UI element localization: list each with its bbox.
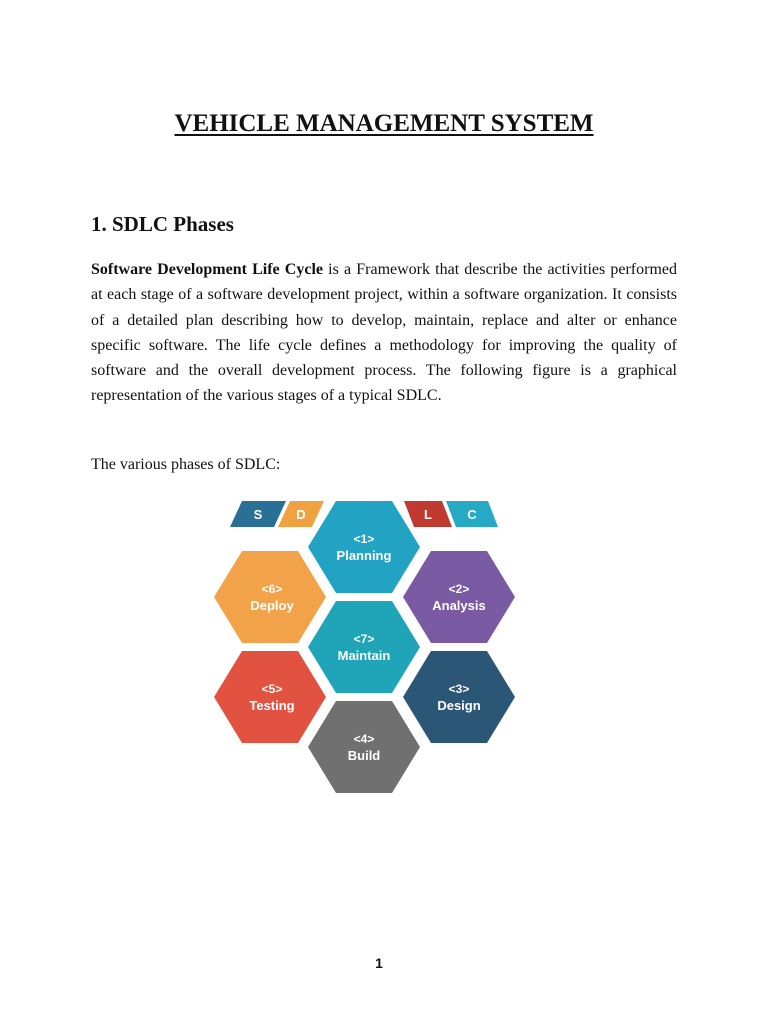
page-number: 1 [375,955,383,971]
hexagon-planning-number: <1> [353,532,375,546]
hexagon-deploy-shape [214,551,326,643]
banner-letter-s: S [253,507,263,522]
hexagon-deploy-label: Deploy [250,598,294,613]
banner-letter-l: L [424,507,432,522]
document-title: VEHICLE MANAGEMENT SYSTEM [174,110,594,137]
hexagon-design-number: <3> [448,682,470,696]
hexagon-testing-number: <5> [261,682,283,696]
section-heading: 1. SDLC Phases [91,212,234,236]
hexagon-design-label: Design [437,698,481,713]
hexagon-planning-label: Planning [336,548,392,563]
hexagon-analysis-label: Analysis [432,598,486,613]
banner-letter-c: C [467,507,477,522]
hexagon-deploy-number: <6> [261,582,283,596]
hexagon-planning [308,501,420,593]
banner-tag-d [278,501,324,527]
hexagon-maintain-shape [308,601,420,693]
hexagon-build [308,701,420,793]
hexagon-deploy [214,551,326,643]
hexagon-design-shape [403,651,515,743]
paragraph-bold-term: Software Development Life Cycle [91,261,323,278]
hexagon-analysis-shape [403,551,515,643]
hexagon-build-shape [308,701,420,793]
hexagon-maintain-label: Maintain [337,648,391,663]
hexagon-design [403,651,515,743]
hexagon-analysis-number: <2> [448,582,470,596]
banner-letter-d: D [296,507,306,522]
sdlc-description-paragraph [91,257,677,409]
hexagon-testing-label: Testing [249,698,295,713]
sdlc-phases-figure [212,497,522,802]
hexagon-maintain [308,601,420,693]
sdlc-hexagon-diagram [212,497,522,802]
banner-tag-s [230,501,286,527]
banner-tag-c [446,501,498,527]
phases-intro-text: The various phases of SDLC: [91,456,281,473]
hexagon-testing-shape [214,651,326,743]
hexagon-testing [214,651,326,743]
hexagon-planning-shape [308,501,420,593]
banner-tag-l [404,501,452,527]
paragraph-body: is a Framework that describe the activities performed at each stage of a software development project, within a software organization. It consists of a detailed plan describing how to develop, maintain, replace and alter or enhance specific software. The life cycle defines a methodology for improving the quality of software and the overall development process. The following figure is a graphical representation of the various stages of a typical SDLC. [91,261,678,405]
hexagon-build-number: <4> [353,732,375,746]
hexagon-analysis [403,551,515,643]
hexagon-maintain-number: <7> [353,632,375,646]
hexagon-build-label: Build [347,748,381,763]
